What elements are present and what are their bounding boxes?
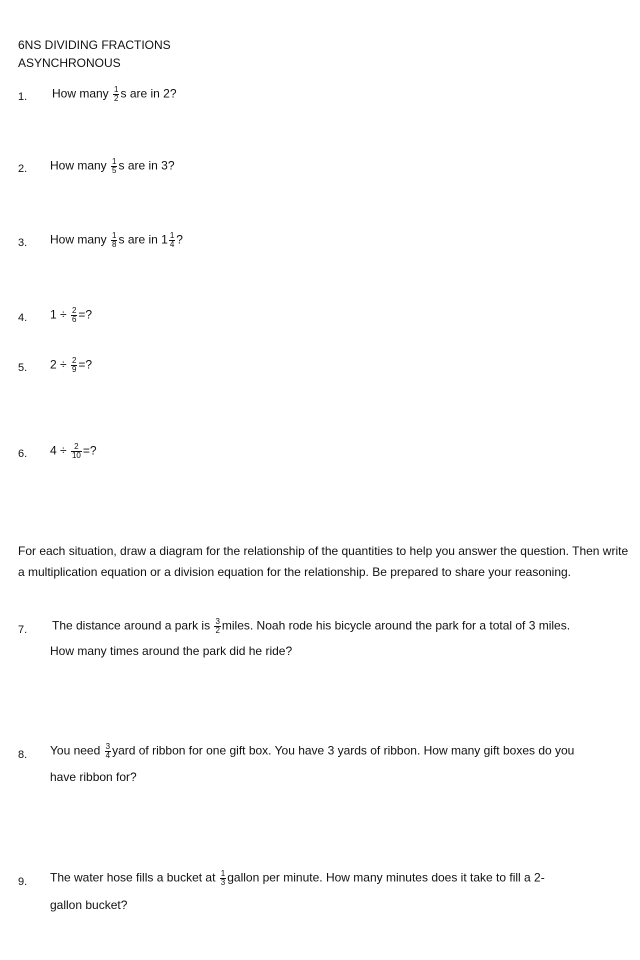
denominator: 6: [71, 315, 77, 324]
denominator: 10: [71, 451, 81, 460]
question-prefix: How many: [52, 86, 109, 101]
question-text: [50, 232, 183, 249]
question-text: [50, 743, 574, 760]
fraction: [214, 618, 220, 635]
question-text-line2: gallon bucket?: [50, 898, 128, 912]
question-text: [50, 357, 92, 374]
worksheet-subtitle: ASYNCHRONOUS: [18, 56, 121, 70]
numerator: 1: [220, 869, 226, 878]
denominator: 4: [169, 240, 175, 249]
question-middle: s are in 1: [118, 232, 168, 247]
question-text: [50, 443, 97, 460]
fraction: [71, 357, 77, 374]
denominator: 9: [71, 365, 77, 374]
question-suffix: yard of ribbon for one gift box. You have 3 yards of ribbon. How many gift boxes do you: [112, 743, 575, 758]
numerator: 1: [112, 231, 117, 240]
fraction: [169, 232, 175, 249]
denominator: 2: [215, 626, 220, 635]
fraction: [105, 743, 111, 760]
question-number: 1.: [18, 91, 28, 103]
question-number: 7.: [18, 624, 28, 636]
numerator: 2: [71, 306, 77, 315]
denominator: 8: [112, 240, 117, 249]
fraction: [111, 158, 117, 175]
fraction: [111, 232, 117, 249]
numerator: 1: [112, 157, 117, 166]
question-number: 2.: [18, 163, 28, 175]
question-suffix: s are in 2?: [120, 86, 177, 101]
denominator: 3: [220, 878, 226, 887]
worksheet-title: 6NS DIVIDING FRACTIONS: [18, 38, 171, 52]
question-text: [52, 86, 177, 103]
numerator: 3: [105, 742, 111, 751]
question-suffix: ?: [176, 232, 183, 247]
question-prefix: 1 ÷: [50, 307, 67, 322]
numerator: 3: [215, 617, 220, 626]
question-prefix: The distance around a park is: [52, 618, 211, 633]
denominator: 2: [114, 94, 119, 103]
question-text: [50, 870, 545, 887]
question-suffix: =?: [82, 443, 97, 458]
question-number: 6.: [18, 448, 28, 460]
question-prefix: How many: [50, 232, 107, 247]
question-prefix: How many: [50, 158, 107, 173]
numerator: 1: [114, 85, 119, 94]
fraction: [113, 86, 119, 103]
denominator: 4: [105, 751, 111, 760]
question-suffix: s are in 3?: [118, 158, 175, 173]
instructions-paragraph: For each situation, draw a diagram for the relationship of the quantities to help you answer the question. Then write a multiplication equation or a division equation for the relationship. Be prepared to share your reasoning.: [18, 544, 629, 579]
question-text: [50, 158, 175, 175]
question-suffix: gallon per minute. How many minutes does it take to fill a 2-: [227, 870, 545, 885]
question-number: 8.: [18, 749, 28, 761]
question-suffix: =?: [78, 357, 93, 372]
question-number: 9.: [18, 876, 28, 888]
denominator: 5: [112, 166, 117, 175]
question-text-line2: have ribbon for?: [50, 770, 137, 784]
fraction: [71, 307, 77, 324]
question-number: 3.: [18, 237, 28, 249]
fraction: [71, 443, 82, 460]
numerator: 2: [71, 356, 77, 365]
question-prefix: The water hose fills a bucket at: [50, 870, 216, 885]
question-prefix: 2 ÷: [50, 357, 67, 372]
question-number: 4.: [18, 312, 28, 324]
fraction: [220, 870, 226, 887]
question-suffix: =?: [78, 307, 93, 322]
question-prefix: You need: [50, 743, 101, 758]
question-prefix: 4 ÷: [50, 443, 67, 458]
question-text-line2: How many times around the park did he ride?: [50, 644, 293, 658]
numerator: 2: [74, 442, 79, 451]
question-suffix: miles. Noah rode his bicycle around the park for a total of 3 miles.: [221, 618, 571, 633]
question-number: 5.: [18, 362, 28, 374]
question-text: [52, 618, 570, 635]
numerator: 1: [169, 231, 175, 240]
question-text: [50, 307, 92, 324]
